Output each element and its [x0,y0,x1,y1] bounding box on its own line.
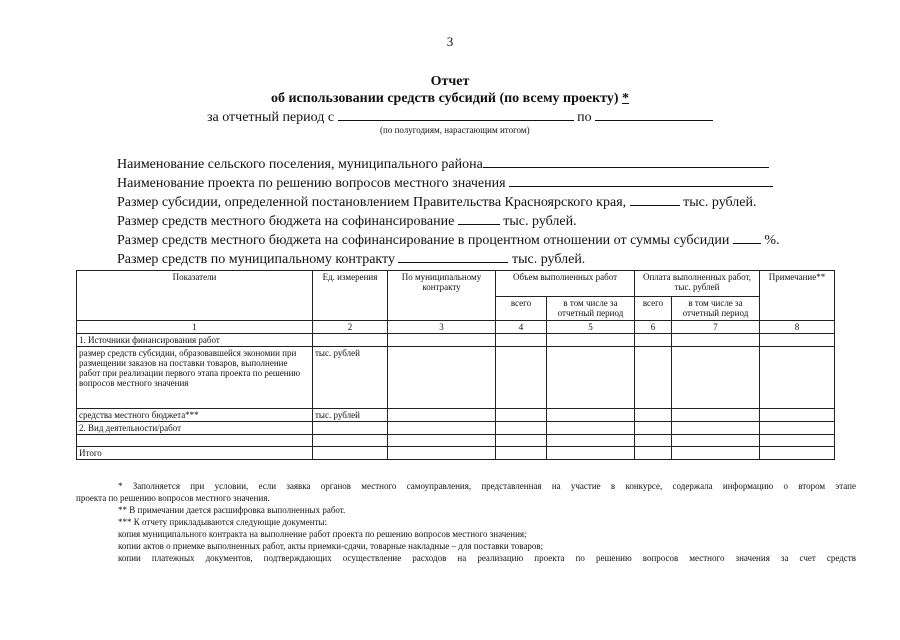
cell[interactable] [547,447,635,460]
cell[interactable] [496,334,547,347]
field-local-budget [117,212,780,231]
field-percent-blank[interactable] [733,231,761,244]
cell[interactable] [760,409,835,422]
field-local-budget-label: Размер средств местного бюджета на софинансирование [117,214,455,229]
header-indicators: Показатели [77,271,313,321]
header-volume: Объем выполненных работ [496,271,635,297]
footnote-doc-2: копии актов о приемке выполненных работ, акты приемки-сдачи, товарные накладные – для поставки товаров; [118,541,544,551]
table-row [77,334,835,347]
total-row [77,447,835,460]
cell[interactable] [760,435,835,447]
cell[interactable] [388,409,496,422]
cell[interactable] [635,422,672,435]
header-unit: Ед. измерения [313,271,388,321]
cell[interactable] [760,347,835,409]
field-contract-label: Размер средств по муниципальному контракту [117,252,395,267]
field-subsidy-label: Размер субсидии, определенной постановлением Правительства Красноярского края, [117,195,627,210]
table-row [77,435,835,447]
cell[interactable] [635,347,672,409]
report-table [76,270,835,460]
cell[interactable] [672,422,760,435]
subtitle-footnote-mark: * [622,91,630,106]
cell[interactable] [496,447,547,460]
header-volume-total: всего [496,297,547,321]
table-row [77,422,835,435]
cell[interactable] [635,447,672,460]
field-project-blank[interactable] [509,174,773,187]
col-num: 6 [635,321,672,334]
cell[interactable] [388,447,496,460]
field-subsidy [117,193,780,212]
cell[interactable] [388,347,496,409]
cell[interactable] [313,447,388,460]
cell[interactable] [77,435,313,447]
col-num: 1 [77,321,313,334]
cell[interactable] [496,347,547,409]
row-unit: тыс. рублей [313,347,388,409]
field-contract [117,250,780,269]
page-number: 3 [446,34,454,49]
footnote-3: *** К отчету прикладываются следующие документы: [118,517,328,527]
field-contract-unit: тыс. рублей. [511,252,586,267]
col-num: 8 [760,321,835,334]
col-num: 5 [547,321,635,334]
period-mid: по [577,110,592,125]
footnote-doc-3: копии платежных документов, подтверждающих осуществление расходов на реализацию проекта по решению вопросов местного значения за счет средств [118,553,856,563]
cell[interactable] [547,435,635,447]
cell[interactable] [388,435,496,447]
row-label: 1. Источники финансирования работ [77,334,313,347]
cell[interactable] [672,447,760,460]
period-note: (по полугодиям, нарастающим итогом) [380,125,530,135]
cell[interactable] [672,435,760,447]
cell[interactable] [760,422,835,435]
cell[interactable] [547,347,635,409]
cell[interactable] [760,447,835,460]
period-prefix: за отчетный период с [207,110,335,125]
field-percent [117,231,780,250]
field-contract-blank[interactable] [398,250,508,263]
row-unit: тыс. рублей [313,409,388,422]
field-subsidy-blank[interactable] [630,193,680,206]
field-settlement-label: Наименование сельского поселения, муниципального района [117,157,483,172]
field-local-budget-blank[interactable] [458,212,500,225]
col-num: 2 [313,321,388,334]
footnote-2: ** В примечании дается расшифровка выполненных работ. [118,505,346,515]
cell[interactable] [496,422,547,435]
row-label: размер средств субсидии, образовавшейся экономии при размещении заказов на поставки товаров, выполнение работ при реализации первого этапа проекта по решению вопросов местного значения [77,347,313,409]
col-num: 3 [388,321,496,334]
cell[interactable] [496,435,547,447]
row-label: 2. Вид деятельности/работ [77,422,313,435]
report-subtitle [0,91,900,107]
row-label-total: Итого [77,447,313,460]
table-row [77,347,835,409]
cell[interactable] [547,409,635,422]
subtitle-text: об использовании средств субсидий (по всему проекту) [270,91,619,106]
row-label: средства местного бюджета*** [77,409,313,422]
header-note: Примечание** [760,271,835,321]
field-local-budget-unit: тыс. рублей. [503,214,577,229]
column-number-row [77,321,835,334]
report-title: Отчет [430,74,470,89]
cell[interactable] [388,334,496,347]
cell[interactable] [635,435,672,447]
cell[interactable] [760,334,835,347]
field-project-label: Наименование проекта по решению вопросов местного значения [117,176,506,191]
cell[interactable] [313,422,388,435]
header-row-1 [77,271,835,297]
footnote-1: * Заполняется при условии, если заявка органов местного самоуправления, представленная на участие в конкурсе, содержала информацию о втором этапе [118,481,856,491]
cell[interactable] [547,334,635,347]
header-payment: Оплата выполненных работ, тыс. рублей [635,271,760,297]
col-num: 7 [672,321,760,334]
cell[interactable] [313,435,388,447]
field-percent-label: Размер средств местного бюджета на софинансирование в процентном отношении от суммы субсидии [117,233,730,248]
cell[interactable] [313,334,388,347]
header-payment-total: всего [635,297,672,321]
period-from-blank[interactable] [338,108,574,121]
field-subsidy-unit: тыс. рублей. [683,195,757,210]
footnote-doc-1: копия муниципального контракта на выполнение работ проекта по решению вопросов местного значения; [118,529,527,539]
footnote-1-cont: проекта по решению вопросов местного значения. [76,493,270,503]
field-settlement [117,155,780,174]
reporting-period [207,108,713,126]
header-volume-period: в том числе за отчетный период [547,297,635,321]
cell[interactable] [672,347,760,409]
cell[interactable] [672,334,760,347]
field-project [117,174,780,193]
field-settlement-blank[interactable] [483,155,769,168]
period-to-blank[interactable] [595,108,713,121]
header-contract: По муниципальному контракту [388,271,496,321]
cell[interactable] [672,409,760,422]
table-row [77,409,835,422]
cell[interactable] [635,409,672,422]
cell[interactable] [388,422,496,435]
cell[interactable] [635,334,672,347]
header-payment-period: в том числе за отчетный период [672,297,760,321]
cell[interactable] [496,409,547,422]
col-num: 4 [496,321,547,334]
cell[interactable] [547,422,635,435]
report-fields [117,155,780,269]
field-percent-unit: %. [764,233,780,248]
footnotes [76,480,856,564]
